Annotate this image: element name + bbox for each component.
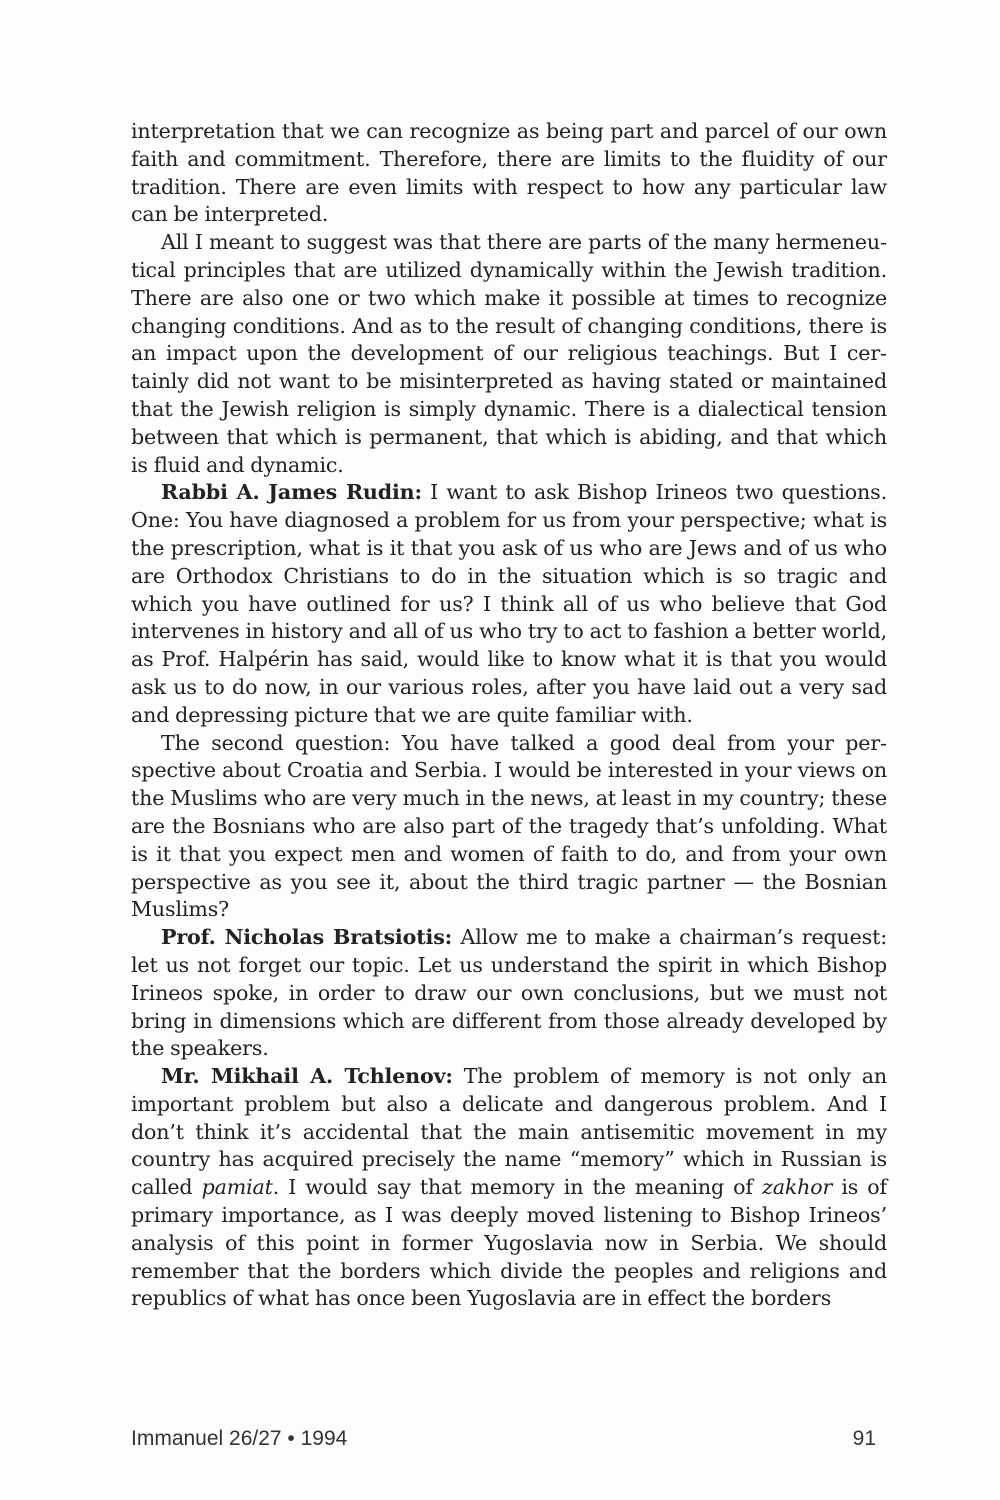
journal-footer: Immanuel 26/27 • 1994 — [131, 1427, 348, 1450]
paragraph — [131, 730, 887, 925]
paragraph — [131, 1063, 887, 1313]
speaker-name: Rabbi A. James Rudin: — [161, 480, 422, 505]
page-number: 91 — [852, 1427, 876, 1450]
speaker-name: Prof. Nicholas Bratsiotis: — [161, 925, 453, 950]
paragraph-text: The problem of memory is not only an important problem but also a delicate and dangerous problem. And I don’t think it’s accidental that the main antisemitic movement in my country has acquired precisely the name “memory” which in Russian is called — [131, 1064, 887, 1200]
paragraph — [131, 479, 887, 729]
paragraph-text: interpretation that we can recognize as being part and parcel of our own faith and commitment. Therefore, there are limits to the fluidity of our tradition. There are even limits with respect to how any particular law can be interpreted. — [131, 119, 887, 227]
paragraph-text: I want to ask Bishop Irineos two questions. One: You have diagnosed a problem for us from your perspective; what is the prescription, what is it that you ask of us who are Jews and of us who are Orthodox Christians to do in the situation which is so tragic and which you have outlined for us? I think all of us who believe that God intervenes in history and all of us who try to act to fashion a better world, as Prof. Halpérin has said, would like to know what it is that you would ask us to do now, in our various roles, after you have laid out a very sad and depressing picture that we are quite familiar with. — [131, 480, 887, 727]
paragraph-text: is of primary importance, as I was deeply moved listening to Bishop Irineos’ analysis of this point in former Yugoslavia now in Serbia. We should remember that the borders which divide the peoples and religions and republics of what has once been Yugoslavia are in effect the borders — [131, 1175, 887, 1311]
paragraph-text: Allow me to make a chairman’s request: let us not forget our topic. Let us understand the spirit in which Bishop Irineos spoke, in order to draw our own conclusions, but we must not bring in dimensions which are different from those already developed by the speakers. — [131, 925, 887, 1061]
paragraph — [131, 924, 887, 1063]
paragraph-text: The second question: You have talked a good deal from your perspective about Croatia and Serbia. I would be interested in your views on the Muslims who are very much in the news, at least in my country; these are the Bosnians who are also part of the tragedy that’s unfolding. What is it that you expect men and women of faith to do, and from your own perspective as you see it, about the third tragic partner — the Bosnian Muslims? — [131, 730, 887, 922]
italic-term: zakhor — [762, 1175, 833, 1200]
paragraph-text: I would say that memory in the meaning of — [279, 1175, 762, 1200]
paragraph — [131, 229, 887, 479]
paragraph-text: All I meant to suggest was that there are parts of the many hermeneutical principles that are utilized dynamically within the Jewish tradition. There are also one or two which make it possible at times to recognize changing conditions. And as to the result of changing conditions, there is an impact upon the development of our religious teachings. But I certainly did not want to be misinterpreted as having stated or maintained that the Jewish religion is simply dynamic. There is a dialectical tension between that which is permanent, that which is abiding, and that which is fluid and dynamic. — [131, 230, 887, 477]
body-text — [131, 118, 887, 1313]
speaker-name: Mr. Mikhail A. Tchlenov: — [161, 1064, 453, 1089]
paragraph — [131, 118, 887, 229]
italic-term: pamiat. — [201, 1175, 280, 1200]
